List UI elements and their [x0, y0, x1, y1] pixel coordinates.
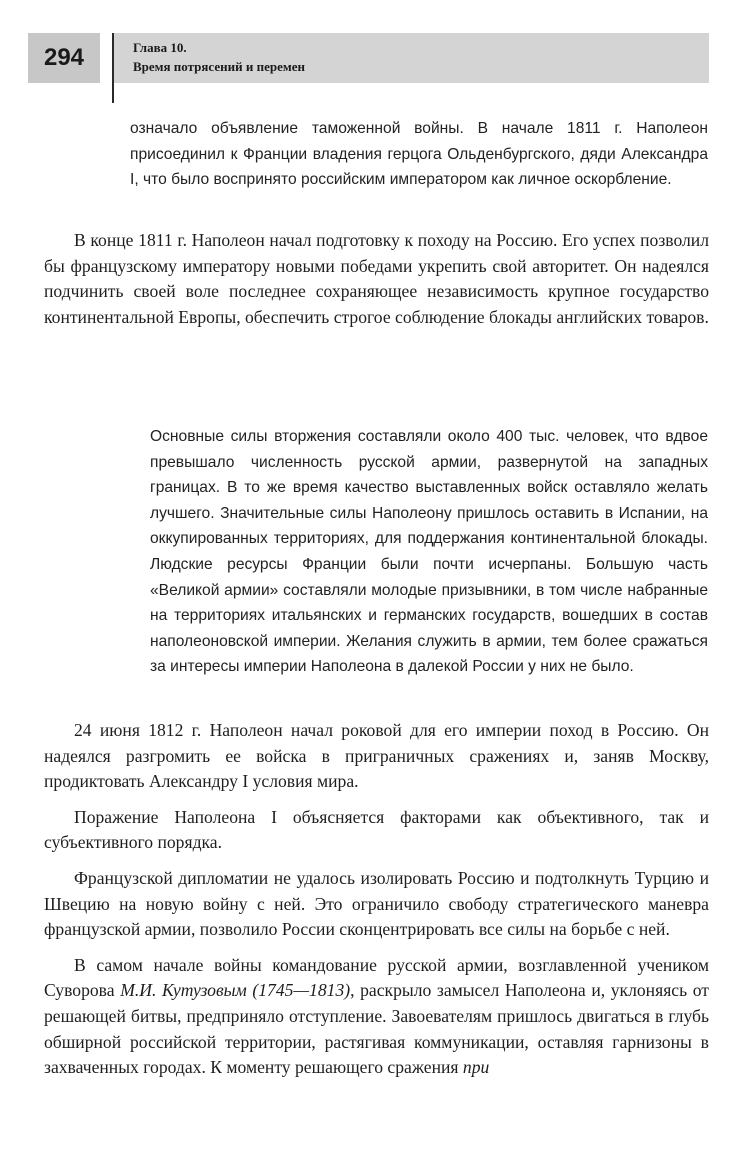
paragraph: Французской дипломатии не удалось изолировать Россию и подтолкнуть Турцию и Швецию на новую войну с ней. Это ограничило свободу стратегического маневра французской армии, позволило России сконцентрировать все силы на борьбе с ней.: [44, 867, 709, 940]
inset-paragraph-2: [150, 424, 708, 680]
chapter-number: Глава 10.: [133, 40, 187, 55]
paragraph-text: , раскрыло замысел Наполеона и, уклоняясь от решающей битвы, предприняло отступление. Завоевателям пришлось двигаться в глубь обширной российской территории, растягивая коммуникации, оставляя гарнизоны в захваченных городах. К моменту решающего сражения: [44, 980, 709, 1078]
main-text-block-2: [44, 718, 709, 1091]
paragraph: В конце 1811 г. Наполеон начал подготовку к походу на Россию. Его успех позволил бы французскому императору новыми победами укрепить свой авторитет. Он надеялся подчинить своей воле последнее сохраняющее независимость крупное государство континентальной Европы, обеспечить строгое соблюдение блокады английских товаров.: [44, 230, 709, 327]
inset-text: означало объявление таможенной войны. В начале 1811 г. Наполеон присоединил к Франции владения герцога Ольденбургского, дяди Александра I, что было воспринято российским императором как личное оскорбление.: [130, 120, 708, 189]
inset-text: Основные силы вторжения составляли около 400 тыс. человек, что вдвое превышало численность русской армии, развернутой на западных границах. В то же время качество выставленных войск оставляло желать лучшего. Значительные силы Наполеону пришлось оставить в Испании, на оккупированных территориях, для поддержания континентальной блокады. Людские ресурсы Франции были почти исчерпаны. Большую часть «Великой армии» составляли молодые призывники, в том числе набранные на территориях итальянских и германских государств, вошедших в состав наполеоновской империи. Желания служить в армии, тем более сражаться за интересы империи Наполеона в далекой России у них не было.: [150, 428, 708, 676]
person-name: М.И. Кутузовым (1745—1813): [120, 980, 351, 1001]
inset-paragraph-1: [130, 116, 708, 193]
header-divider: [112, 33, 114, 103]
paragraph-text: В самом начале войны командование русской армии, возглавленной учеником Суворова: [44, 954, 709, 1001]
paragraph-text-end: при: [462, 1057, 490, 1078]
paragraph: Поражение Наполеона I объясняется факторами как объективного, так и субъективного порядка.: [44, 806, 709, 853]
page-number: 294: [28, 33, 100, 83]
chapter-title: Время потрясений и перемен: [133, 59, 305, 74]
paragraph: [44, 953, 709, 1081]
paragraph: 24 июня 1812 г. Наполеон начал роковой для его империи поход в Россию. Он надеялся разгромить ее войска в приграничных сражениях и, заняв Москву, продиктовать Александру I условия мира.: [44, 720, 709, 792]
main-text-block-1: [44, 228, 709, 340]
running-header: [133, 38, 305, 76]
